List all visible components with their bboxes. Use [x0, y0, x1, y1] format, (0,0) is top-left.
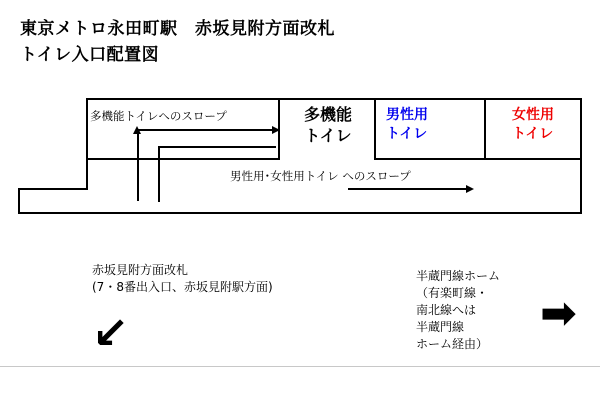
caption-right-line-4: 半蔵門線: [416, 320, 465, 334]
caption-right-line-1: 半蔵門線ホーム: [416, 269, 501, 283]
room-label-multipurpose-line2: トイレ: [304, 126, 352, 145]
page-title-line-2: トイレ入口配置図: [20, 45, 160, 65]
page-title: [20, 16, 335, 68]
slope-multipurpose-arrow-line: [138, 129, 274, 131]
wall-bottom-main: [18, 212, 582, 214]
caption-left-line-1: 赤坂見附方面改札: [92, 263, 189, 277]
toilet-layout-diagram: [18, 92, 582, 222]
wall-top-main: [86, 98, 582, 100]
slope-multipurpose-riser-line: [137, 129, 139, 201]
slope-mw-horiz-line: [158, 146, 276, 148]
page-title-line-1: 東京メトロ永田町駅 赤坂見附方面改札: [20, 19, 335, 39]
room-label-mens: [386, 106, 482, 144]
room-label-womens-line1: 女性用: [512, 107, 554, 123]
wall-left-lower: [18, 188, 20, 214]
room-label-mens-line1: 男性用: [386, 107, 428, 123]
slope-mw-arrowhead-icon: [466, 185, 474, 193]
arrow-down-left-icon: ↙: [92, 308, 129, 359]
slope-multipurpose-riser-arrowhead-icon: [133, 126, 141, 134]
caption-right-line-2: （有楽町線・: [416, 286, 489, 300]
wall-partition-mens-right: [484, 98, 486, 160]
slope-multipurpose-arrowhead-icon: [272, 126, 280, 134]
room-label-womens: [512, 106, 600, 144]
room-label-multipurpose-line1: 多機能: [303, 105, 352, 124]
bottom-divider: [0, 366, 600, 367]
wall-partition-multipurpose-right: [374, 98, 376, 160]
room-label-mens-line2: トイレ: [386, 126, 428, 142]
room-label-womens-line2: トイレ: [512, 126, 554, 142]
arrow-right-icon: ➡: [540, 288, 577, 339]
caption-right-line-3: 南北線へは: [416, 303, 477, 317]
note-slope-multipurpose: 多機能トイレへのスロープ: [90, 109, 227, 123]
caption-left-gate: [92, 262, 273, 296]
note-slope-mens-womens-line1: 男性用･女性用トイレ: [230, 169, 339, 183]
caption-right-line-5: ホーム経由）: [416, 337, 489, 351]
slope-mw-vert-line: [158, 146, 160, 202]
note-slope-mens-womens-line2: へのスロープ: [342, 169, 411, 183]
caption-left-line-2: (7・8番出入口、赤坂見附駅方面): [92, 280, 273, 294]
room-label-multipurpose: [284, 104, 372, 146]
wall-left-vert-upper: [86, 98, 88, 190]
note-slope-mens-womens: [230, 168, 411, 184]
wall-partition-corridor: [86, 158, 280, 160]
wall-corridor-bottom-right: [374, 158, 582, 160]
slope-mw-arrow-line: [348, 188, 468, 190]
wall-left-step: [18, 188, 88, 190]
caption-right-platform: [416, 268, 500, 353]
